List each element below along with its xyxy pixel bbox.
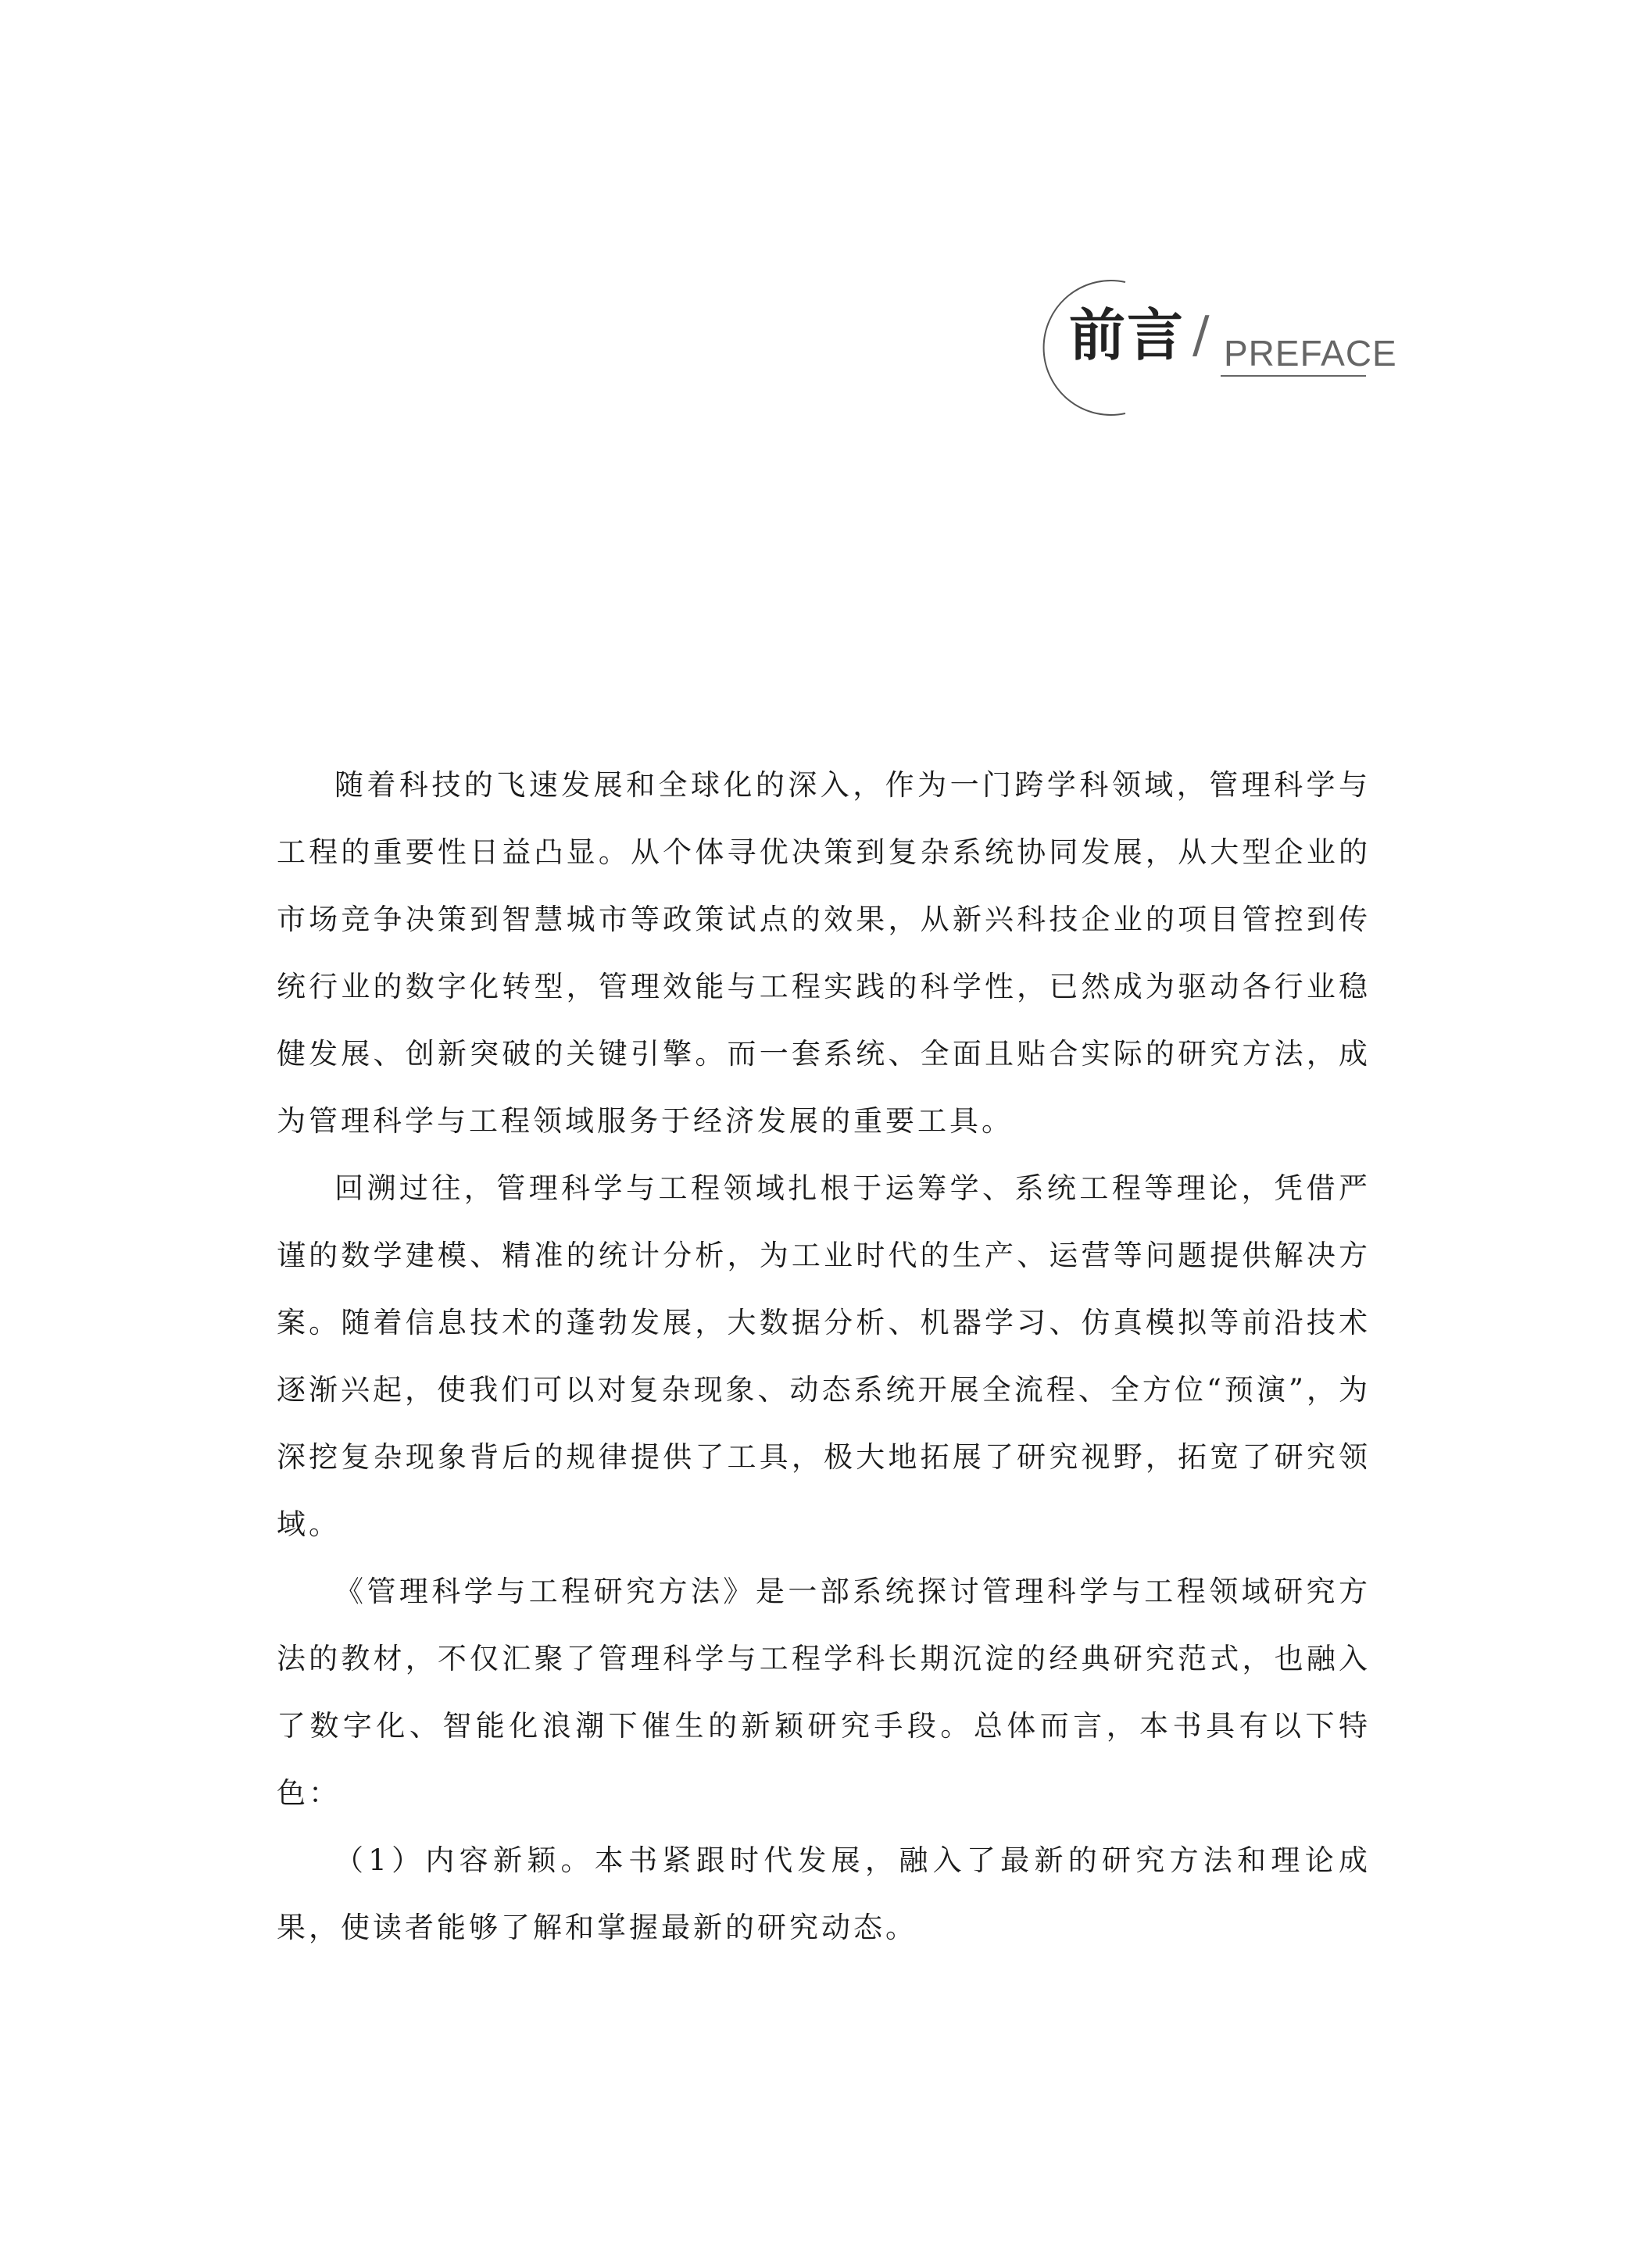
paragraph: 回溯过往，管理科学与工程领域扎根于运筹学、系统工程等理论，凭借严谨的数学建模、精准的统计分析，为工业时代的生产、运营等问题提供解决方案。随着信息技术的蓬勃发展，大数据分析、机器学习、仿真模拟等前沿技术逐渐兴起，使我们可以对复杂现象、动态系统开展全流程、全方位“预演”，为深挖复杂现象背后的规律提供了工具，极大地拓展了研究视野，拓宽了研究领域。 (277, 1171, 1371, 1541)
paragraph: （1）内容新颖。本书紧跟时代发展，融入了最新的研究方法和理论成果，使读者能够了解和掌握最新的研究动态。 (277, 1843, 1371, 1944)
paragraph: 《管理科学与工程研究方法》是一部系统探讨管理科学与工程领域研究方法的教材，不仅汇聚了管理科学与工程学科长期沉淀的经典研究范式，也融入了数字化、智能化浪潮下催生的新颖研究手段。总体而言，本书具有以下特色： (277, 1575, 1371, 1810)
paragraph: 随着科技的飞速发展和全球化的深入，作为一门跨学科领域，管理科学与工程的重要性日益凸显。从个体寻优决策到复杂系统协同发展，从大型企业的市场竞争决策到智慧城市等政策试点的效果，从新兴科技企业的项目管控到传统行业的数字化转型，管理效能与工程实践的科学性，已然成为驱动各行业稳健发展、创新突破的关键引擎。而一套系统、全面且贴合实际的研究方法，成为管理科学与工程领域服务于经济发展的重要工具。 (277, 768, 1371, 1138)
title-underline (1221, 375, 1366, 377)
title-separator: / (1193, 306, 1210, 364)
page-title-english: PREFACE (1224, 333, 1397, 374)
page-title: 前言 (1069, 302, 1185, 368)
preface-header (1008, 270, 1397, 426)
preface-body (277, 752, 1371, 1961)
